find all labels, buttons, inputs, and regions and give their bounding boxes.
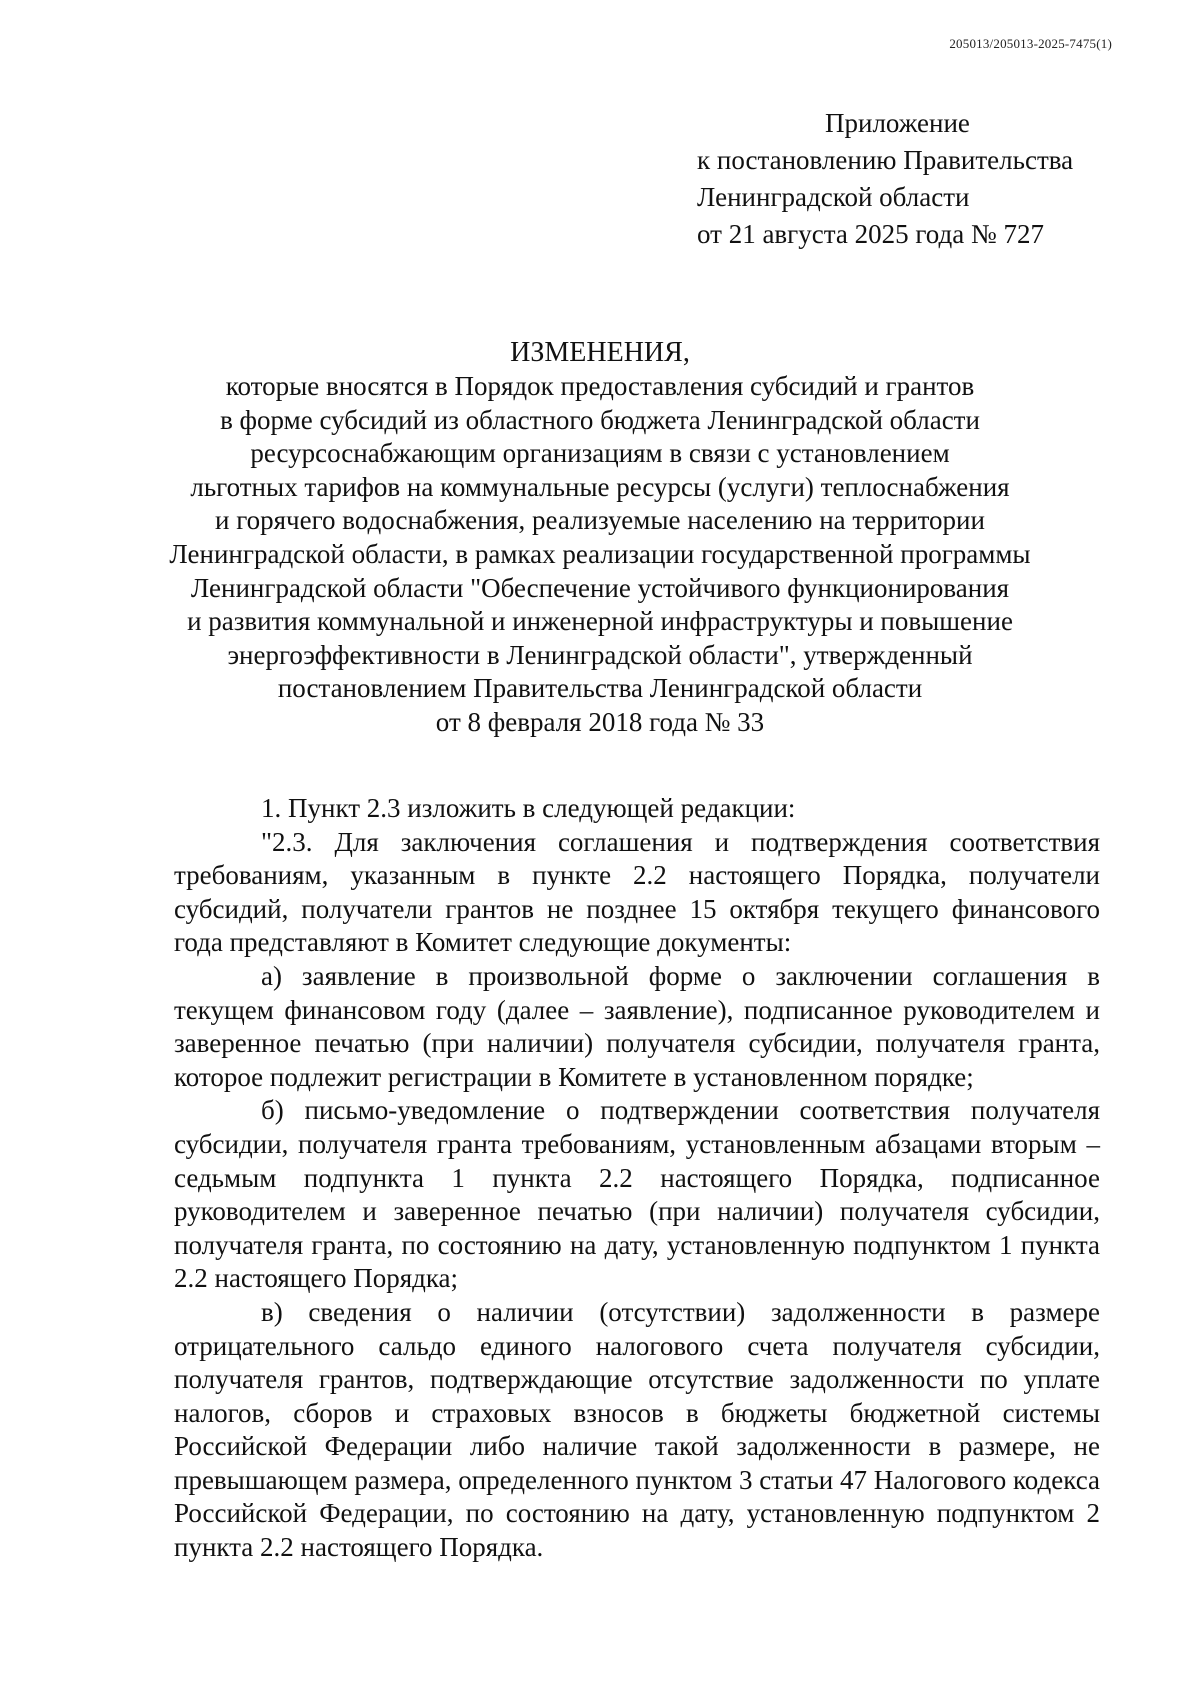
document-heading: [100, 333, 1100, 740]
heading-line: ресурсоснабжающим организациям в связи с установлением: [250, 438, 950, 469]
heading-line: Ленинградской области "Обеспечение устойчивого функционирования: [190, 572, 1010, 603]
paragraph-subitem-v: в) сведения о наличии (отсутствии) задолженности в размере отрицательного сальдо единого налогового счета получателя субсидии, получателя грантов, подтверждающие отсутствие задолженности по уплате налогов, сборов и страховых взносов в бюджеты бюджетной системы Российской Федерации либо наличие такой задолженности в размере, не превышающем размера, определенного пунктом 3 статьи 47 Налогового кодекса Российской Федерации, по состоянию на дату, установленную подпунктом 2 пункта 2.2 настоящего Порядка.: [174, 1296, 1100, 1563]
heading-line: в форме субсидий из областного бюджета Ленинградской области: [220, 404, 980, 435]
heading-line: Ленинградской области, в рамках реализации государственной программы: [169, 538, 1031, 569]
heading-line: постановлением Правительства Ленинградской области: [277, 673, 923, 704]
paragraph-2-3: "2.3. Для заключения соглашения и подтверждения соответствия требованиям, указанным в пункте 2.2 настоящего Порядка, получатели субсидий, получатели грантов не позднее 15 октября текущего финансового года представляют в Комитет следующие документы:: [174, 826, 1100, 958]
heading-line: льготных тарифов на коммунальные ресурсы (услуги) теплоснабжения: [190, 471, 1010, 502]
annex-line: Ленинградской области: [697, 182, 970, 212]
document-body: [174, 792, 1100, 1565]
annex-title: Приложение: [825, 108, 970, 138]
document-registration-number: 205013/205013-2025-7475(1): [949, 36, 1112, 51]
heading-line: которые вносятся в Порядок предоставления субсидий и грантов: [225, 371, 975, 401]
heading-line: энергоэффективности в Ленинградской области", утвержденный: [227, 639, 973, 670]
heading-line: и горячего водоснабжения, реализуемые населению на территории: [215, 505, 985, 536]
heading-line: и развития коммунальной и инженерной инфраструктуры и повышение: [187, 606, 1013, 637]
paragraph-item-1: 1. Пункт 2.3 изложить в следующей редакции:: [261, 793, 796, 823]
annex-date-line: от 21 августа 2025 года № 727: [697, 219, 1044, 249]
heading-line: от 8 февраля 2018 года № 33: [435, 706, 765, 737]
paragraph-subitem-b: б) письмо-уведомление о подтверждении соответствия получателя субсидии, получателя гранта требованиям, установленным абзацами вторым – седьмым подпункта 1 пункта 2.2 настоящего Порядка, подписанное руководителем и заверенное печатью (при наличии) получателя субсидии, получателя гранта, по состоянию на дату, установленную подпунктом 1 пункта 2.2 настоящего Порядка;: [174, 1095, 1100, 1294]
annex-block: [697, 105, 1097, 253]
heading-title: ИЗМЕНЕНИЯ,: [510, 337, 690, 368]
paragraph-subitem-a: а) заявление в произвольной форме о заключении соглашения в текущем финансовом году (далее – заявление), подписанное руководителем и заверенное печатью (при наличии) получателя субсидии, получателя гранта, которое подлежит регистрации в Комитете в установленном порядке;: [174, 960, 1100, 1092]
annex-line: к постановлению Правительства: [697, 145, 1074, 175]
